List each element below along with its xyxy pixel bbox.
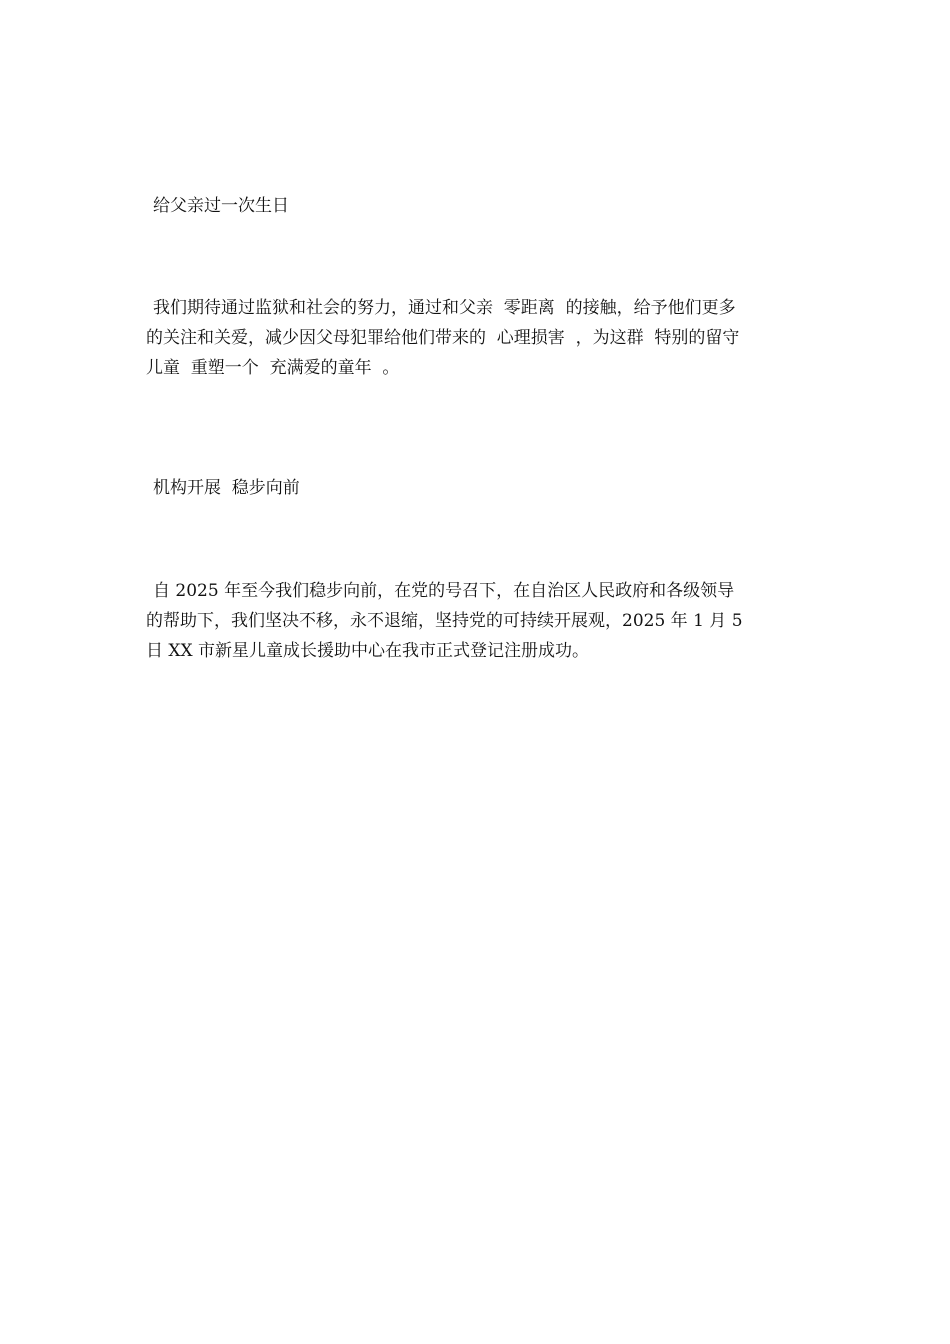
paragraph-line: 儿童 重塑一个 充满爱的童年 。 [146, 358, 400, 378]
paragraph-line: 的关注和关爱，减少因父母犯罪给他们带来的 心理损害 ，为这群 特别的留守 [146, 328, 740, 348]
paragraph-development [146, 576, 816, 666]
paragraph-line: 自 2025 年至今我们稳步向前，在党的号召下，在自治区人民政府和各级领导 [153, 581, 735, 601]
section-heading-birthday: 给父亲过一次生日 [153, 196, 289, 216]
paragraph-line: 我们期待通过监狱和社会的努力，通过和父亲 零距离 的接触，给予他们更多 [153, 298, 736, 318]
paragraph-line: 的帮助下，我们坚决不移，永不退缩，坚持党的可持续开展观，2025 年 1 月 5 [146, 611, 743, 631]
paragraph-birthday [146, 293, 816, 383]
section-heading-development: 机构开展 稳步向前 [153, 478, 300, 498]
paragraph-line: 日 XX 市新星儿童成长援助中心在我市正式登记注册成功。 [146, 641, 590, 661]
